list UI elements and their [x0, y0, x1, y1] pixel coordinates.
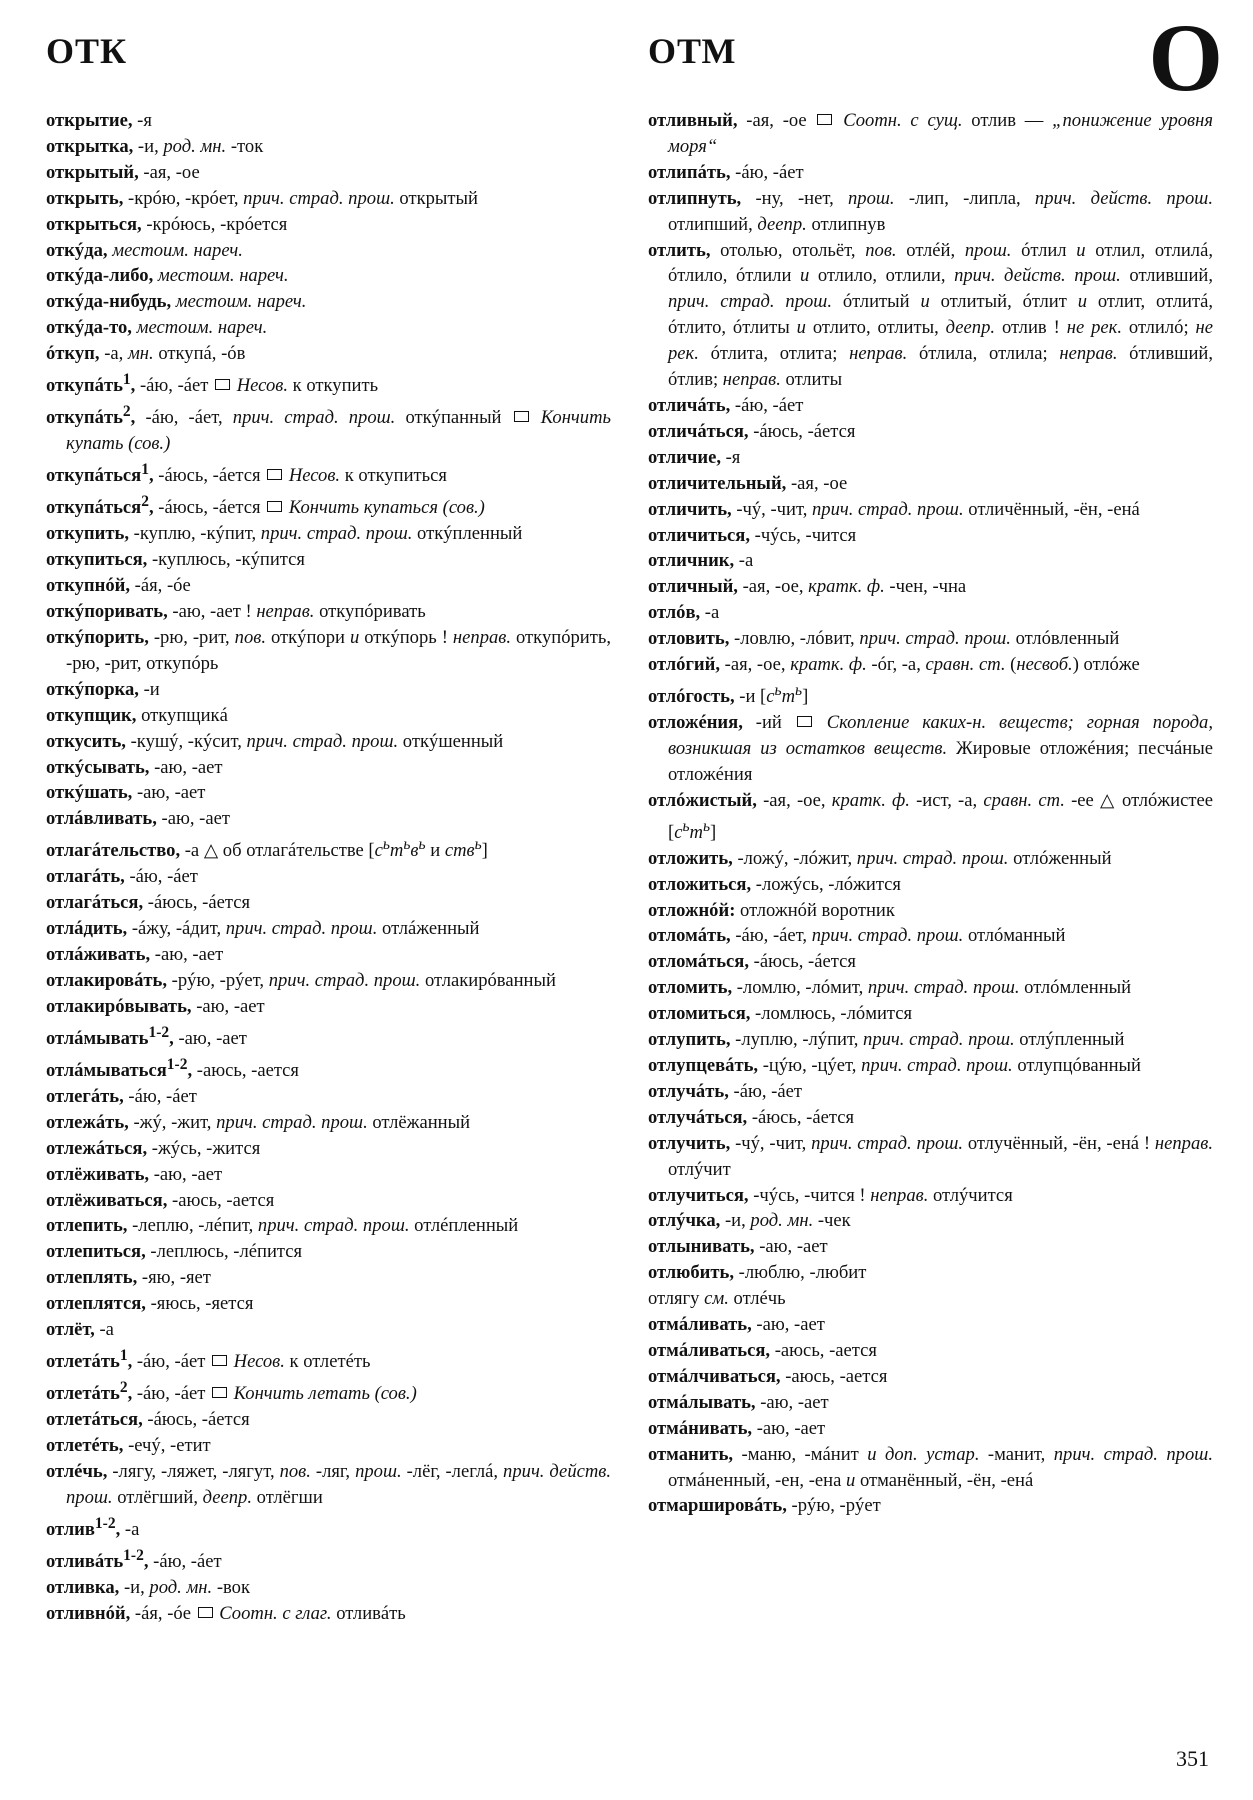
dictionary-entry: отличить, -чý, -чит, прич. страд. прош. отличённый, -ён, -енá — [648, 498, 1140, 520]
dictionary-entry: отлипáть, -áю, -áет — [648, 161, 804, 183]
dictionary-entry: отловить, -ловлю, -лóвит, прич. страд. прош. отлóвленный — [648, 628, 1120, 650]
dictionary-entry: открытый, -ая, -ое — [46, 161, 200, 183]
dictionary-entry: отлáмываться$^{1-2}$, -аюсь, -ается — [46, 1055, 299, 1082]
dictionary-entry: отличáться, -áюсь, -áется — [648, 420, 856, 442]
dictionary-entry: отложнóй: отложнóй воротник — [648, 899, 895, 921]
dictionary-entry: откупáться$^2$, -áюсь, -áется Кончить купаться (сов.) — [46, 493, 485, 519]
dictionary-entry: отлегáть, -áю, -áет — [46, 1085, 197, 1107]
dictionary-entry: отлупить, -луплю, -лýпит, прич. страд. прош. отлýпленный — [648, 1029, 1125, 1051]
right-column — [648, 108, 1213, 1519]
dictionary-entry: отлеплятся, -яюсь, -яется — [46, 1293, 254, 1315]
dictionary-entry: отличие, -я — [648, 446, 741, 468]
dictionary-entry: откýшать, -аю, -ает — [46, 782, 206, 804]
dictionary-entry: откýда-либо, местоим. нареч. — [46, 265, 289, 287]
dictionary-entry: откýсывать, -аю, -ает — [46, 756, 223, 778]
dictionary-entry: отлынивать, -аю, -ает — [648, 1236, 828, 1258]
dictionary-entry: отлежáть, -жý, -жит, прич. страд. прош. отлёжанный — [46, 1111, 471, 1133]
dictionary-entry: отлéчь, -лягу, -ляжет, -лягут, пов. -ляг, прош. -лёг, -леглá, прич. действ. прош. отлёгший, деепр. отлёгши — [46, 1461, 612, 1508]
dictionary-entry: отломить, -ломлю, -лóмит, прич. страд. прош. отлóмленный — [648, 977, 1132, 999]
dictionary-entry: отлáживать, -аю, -ает — [46, 944, 224, 966]
dictionary-entry: отложиться, -ложýсь, -лóжится — [648, 873, 901, 895]
dictionary-entry: отлипнуть, -ну, -нет, прош. -лип, -липла, прич. действ. прош. отлипший, деепр. отлипнув — [648, 187, 1213, 235]
dictionary-entry: отлóгий, -ая, -ое, кратк. ф. -óг, -а, сравн. ст. (несвоб.) отлóже — [648, 654, 1140, 676]
dictionary-entry: отлагáтельство, -а △ об отлагáтельстве [$c^ьm^ьв^ь$ и cmв$^ь$] — [46, 836, 488, 862]
dictionary-entry: отлежáться, -жýсь, -жится — [46, 1137, 261, 1159]
dictionary-entry: отлетáть$^1$, -áю, -áет Несов. к отлетéть — [46, 1347, 371, 1373]
dictionary-entry: отлепиться, -леплюсь, -лéпится — [46, 1241, 303, 1263]
dictionary-entry: отлучить, -чý, -чит, прич. страд. прош. отлучённый, -ён, -енá ! неправ. отлýчит — [648, 1132, 1213, 1180]
dictionary-entry: отломиться, -ломлюсь, -лóмится — [648, 1003, 913, 1025]
dictionary-entry: открыться, -крóюсь, -крóется — [46, 213, 288, 235]
dictionary-entry: открытие, -я — [46, 110, 152, 131]
dictionary-entry: отложéния, -ий Скопление каких-н. веществ; горная порода, возникшая из остатков веществ. Жировые отложéния; песчáные отложéния — [648, 712, 1213, 785]
dictionary-entry: отмаршировáть, -рýю, -рýет — [648, 1495, 881, 1517]
dictionary-entry: откýда-нибудь, местоим. нареч. — [46, 291, 307, 313]
dictionary-entry: отлóв, -а — [648, 602, 720, 624]
dictionary-entry: отлагáть, -áю, -áет — [46, 866, 198, 888]
dictionary-entry: откýпорка, -и — [46, 678, 160, 700]
dictionary-entry: отлáмывать$^{1-2}$, -аю, -ает — [46, 1023, 247, 1049]
dictionary-entry: отлетáть$^2$, -áю, -áет Кончить летать (сов.) — [46, 1379, 417, 1405]
dictionary-entry: отлучáться, -áюсь, -áется — [648, 1106, 855, 1128]
dictionary-entry: отмáлчиваться, -аюсь, -ается — [648, 1365, 888, 1387]
dictionary-entry: отлюбить, -люблю, -любит — [648, 1262, 867, 1284]
dictionary-entry: отлучиться, -чýсь, -чится ! неправ. отлýчится — [648, 1184, 1013, 1206]
dictionary-entry: откупáться$^1$, -áюсь, -áется Несов. к откупиться — [46, 461, 447, 487]
dictionary-entry: отливный, -ая, -ое Соотн. с сущ. отлив — „понижение уровня моря“ — [648, 110, 1213, 157]
dictionary-entry: отличиться, -чýсь, -чится — [648, 524, 857, 546]
dictionary-entry: отлáдить, -áжу, -áдит, прич. страд. прош. отлáженный — [46, 918, 480, 940]
dictionary-entry: отлучáть, -áю, -áет — [648, 1080, 802, 1102]
dictionary-entry: отмáливаться, -аюсь, -ается — [648, 1339, 877, 1361]
dictionary-entry: отличный, -ая, -ое, кратк. ф. -чен, -чна — [648, 576, 967, 598]
dictionary-entry: отломáть, -áю, -áет, прич. страд. прош. отлóманный — [648, 925, 1066, 947]
dictionary-entry: отлетéть, -ечý, -етит — [46, 1435, 211, 1457]
page-number: 351 — [1176, 1746, 1209, 1771]
dictionary-entry: откупнóй, -áя, -óе — [46, 575, 191, 597]
dictionary-entry: отмáлывать, -аю, -ает — [648, 1391, 829, 1413]
dictionary-entry: отлёживать, -аю, -ает — [46, 1163, 223, 1185]
dictionary-entry: откýда, местоим. нареч. — [46, 239, 243, 261]
dictionary-entry: отлетáться, -áюсь, -áется — [46, 1409, 250, 1431]
dictionary-entry: отлóжистый, -ая, -ое, кратк. ф. -ист, -а, сравн. ст. -ее △ отлóжистее $[c^ьm^ь]$ — [648, 789, 1213, 843]
dictionary-entry: отлáвливать, -аю, -ает — [46, 808, 230, 830]
dictionary-entry: откупáть$^2$, -áю, -áет, прич. страд. прош. откýпанный Кончить купать (сов.) — [46, 403, 611, 455]
dictionary-entry: отливáть$^{1-2}$, -áю, -áет — [46, 1546, 222, 1573]
dictionary-entry: откупáть$^1$, -áю, -áет Несов. к откупить — [46, 371, 379, 397]
dictionary-entry: открытка, -и, род. мн. -ток — [46, 135, 264, 157]
dictionary-entry: отложить, -ложý, -лóжит, прич. страд. прош. отлóженный — [648, 847, 1112, 869]
dictionary-entry: откýпоривать, -аю, -ает ! неправ. откупóривать — [46, 601, 426, 623]
running-head-right: ОТМ — [648, 31, 737, 71]
dictionary-entry: отличительный, -ая, -ое — [648, 472, 848, 494]
dictionary-entry: отливнóй, -áя, -óе Соотн. с глаг. отливáть — [46, 1602, 406, 1624]
running-head-left: ОТК — [46, 31, 128, 71]
dictionary-entry: отлакирóвывать, -аю, -ает — [46, 995, 265, 1017]
dictionary-entry: отманить, -маню, -мáнит и доп. устар. -манит, прич. страд. прош. отмáненный, -ен, -ена и отманённый, -ён, -енá — [648, 1443, 1213, 1491]
dictionary-entry: отлакировáть, -рýю, -рýет, прич. страд. прош. отлакирóванный — [46, 969, 556, 991]
dictionary-entry: отличáть, -áю, -áет — [648, 394, 804, 416]
dictionary-entry: отливка, -и, род. мн. -вок — [46, 1577, 251, 1598]
dictionary-entry: откýпорить, -рю, -рит, пов. откýпори и откýпорь ! неправ. откупóрить, -рю, -рит, откупóрь — [46, 626, 611, 674]
dictionary-entry: откупить, -куплю, -кýпит, прич. страд. прош. откýпленный — [46, 523, 523, 545]
dictionary-entry: отлепить, -леплю, -лéпит, прич. страд. прош. отлéпленный — [46, 1215, 519, 1237]
dictionary-entry: откупщик, откупщикá — [46, 704, 228, 726]
left-column — [46, 108, 611, 1627]
dictionary-entry: отломáться, -áюсь, -áется — [648, 951, 856, 973]
section-letter: О — [1148, 4, 1223, 111]
dictionary-entry: отмáнивать, -аю, -ает — [648, 1417, 826, 1439]
dictionary-entry: отличник, -а — [648, 550, 754, 572]
dictionary-entry: отлив$^{1-2}$, -а — [46, 1514, 140, 1540]
dictionary-entry: отлёживаться, -аюсь, -ается — [46, 1189, 275, 1211]
dictionary-entry: отлóгость, -и $[c^ьm^ь]$ — [648, 681, 809, 708]
dictionary-entry: откусить, -кушý, -кýсит, прич. страд. прош. откýшенный — [46, 730, 504, 752]
dictionary-entry: отлупцевáть, -цýю, -цýет, прич. страд. прош. отлупцóванный — [648, 1055, 1141, 1076]
dictionary-entry: отлить, отолью, отольёт, пов. отлéй, прош. óтлил и отлил, отлилá, óтлило, óтлили и отлило, отлили, прич. действ. прош. отливший, прич. страд. прош. óтлитый и отлитый, óтлит и отлит, отлитá, óтлито, óтлиты и отлито, отлиты, деепр. отлив ! не рек. отлилó; не рек. óтлита, отлита; неправ. óтлила, отлила; неправ. óтливший, óтлив; неправ. отлиты — [648, 239, 1214, 391]
dictionary-entry: отлягу см. отлéчь — [648, 1288, 786, 1310]
dictionary-entry: открыть, -крóю, -крóет, прич. страд. прош. открытый — [46, 187, 478, 209]
dictionary-entry: óткуп, -а, мн. откупá, -óв — [46, 343, 246, 365]
dictionary-entry: отлёт, -а — [46, 1319, 114, 1341]
dictionary-entry: отлýчка, -и, род. мн. -чек — [648, 1210, 851, 1232]
dictionary-entry: откýда-то, местоим. нареч. — [46, 317, 268, 339]
dictionary-entry: откупиться, -куплюсь, -кýпится — [46, 549, 305, 571]
dictionary-entry: отлагáться, -áюсь, -áется — [46, 892, 250, 914]
dictionary-entry: отмáливать, -аю, -ает — [648, 1314, 825, 1336]
dictionary-entry: отлеплять, -яю, -яет — [46, 1267, 211, 1289]
